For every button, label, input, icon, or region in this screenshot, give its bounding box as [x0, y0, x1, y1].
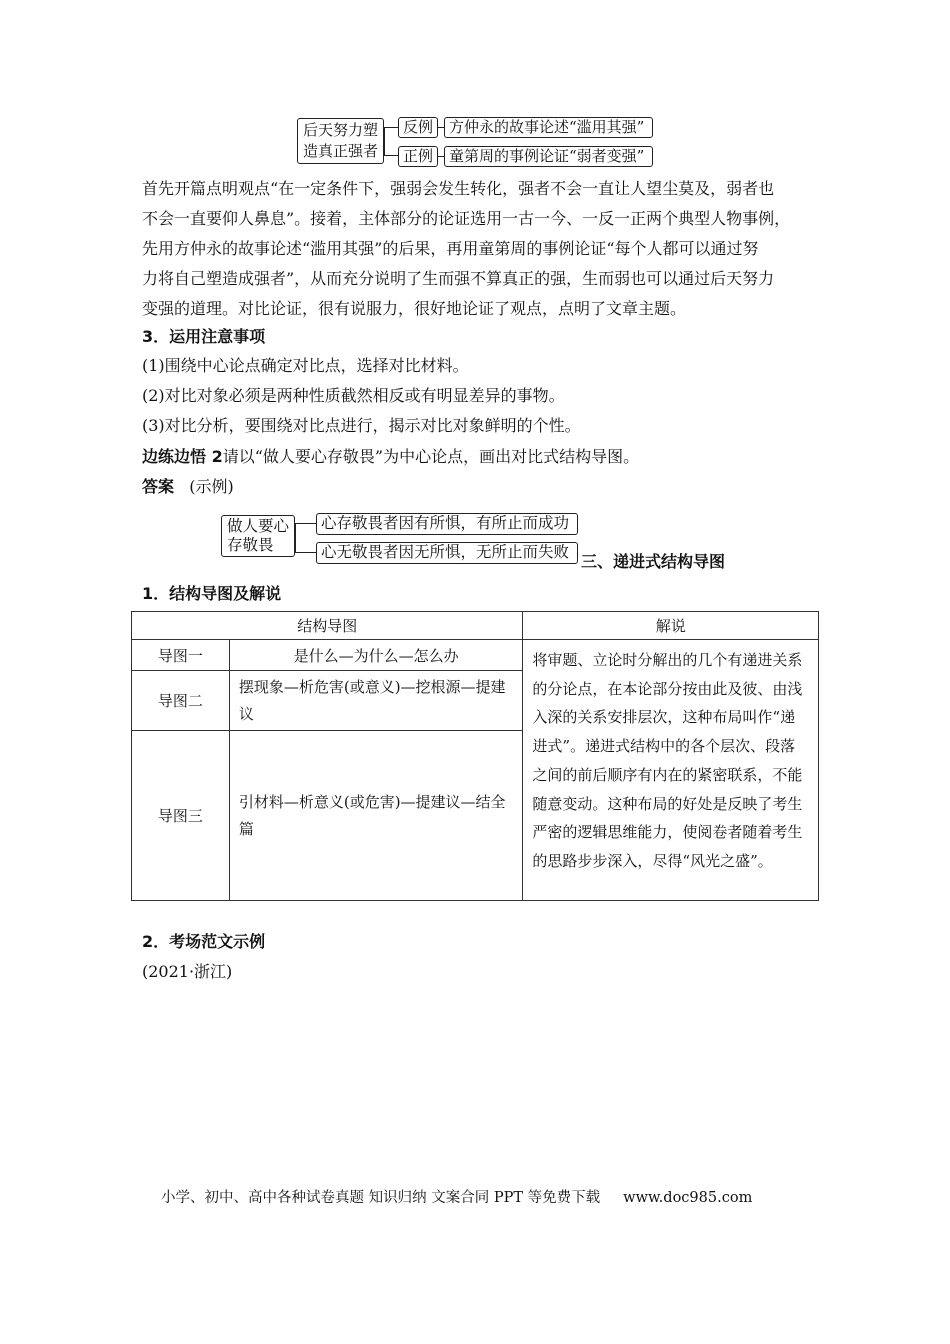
exercise-line [142, 442, 639, 472]
source-label: (2021·浙江) [142, 962, 233, 981]
section-title: 三、递进式结构导图 [581, 552, 726, 571]
analysis-line: 力将自己塑造成强者”，从而充分说明了生而强不算真正的强，生而弱也可以通过后天努力 [142, 269, 775, 288]
diagram1-root-text: 后天努力塑造真正强者 [302, 121, 378, 160]
diagram2-branch-2 [316, 542, 578, 564]
footer-text: 小学、初中、高中各种试卷真题 知识归纳 文案合同 PPT 等免费下载 [161, 1190, 601, 1206]
analysis-line: 首先开篇点明观点“在一定条件下，强弱会发生转化，强者不会一直让人望尘莫及，弱者也 [142, 179, 775, 198]
analysis-line: 变强的道理。对比论证，很有说服力，很好地论证了观点，点明了文章主题。 [142, 299, 687, 318]
diagram1-root [297, 118, 384, 164]
table-header-explanation: 解说 [523, 612, 819, 640]
row-content: 引材料—析意义(或危害)—提建议—结全篇 [229, 731, 523, 901]
section3-heading: 3．运用注意事项 [142, 327, 266, 346]
analysis-line: 先用方仲永的故事论述“滥用其强”的后果，再用童第周的事例论证“每个人都可以通过努 [142, 239, 759, 258]
table-header-row [132, 612, 819, 640]
diagram1-branch-2 [444, 146, 653, 167]
table-header-structure: 结构导图 [132, 612, 523, 640]
subheading-2: 2．考场范文示例 [142, 932, 266, 951]
footer-url[interactable]: www.doc985.com [623, 1190, 753, 1206]
subheading-1: 1．结构导图及解说 [142, 584, 282, 603]
footer [161, 1186, 752, 1207]
row-content: 是什么—为什么—怎么办 [229, 640, 523, 671]
diagram2-root [221, 515, 295, 557]
table-row [132, 640, 819, 671]
diagram2-connector [295, 523, 316, 553]
analysis-paragraph [142, 174, 822, 324]
answer-note: (示例) [189, 477, 234, 496]
diagram1-tag-1-text: 反例 [402, 118, 433, 136]
diagram2-branch-1 [316, 513, 578, 535]
diagram2-branch-2-text: 心无敬畏者因无所惧，无所止而失败 [321, 543, 570, 561]
diagram1-branch-1-text: 方仲永的故事论述“滥用其强” [449, 118, 645, 136]
structure-table [131, 611, 819, 901]
diagram1-branch-1 [444, 117, 653, 138]
exercise-label: 边练边悟 2 [142, 447, 223, 466]
answer-label: 答案 [142, 477, 175, 496]
row-label: 导图一 [132, 640, 230, 671]
section3-item-2: (2)对比对象必须是两种性质截然相反或有明显差异的事物。 [142, 386, 565, 405]
diagram2-root-text: 做人要心存敬畏 [227, 517, 290, 554]
section3-item-1: (1)围绕中心论点确定对比点，选择对比材料。 [142, 356, 469, 375]
section3-item-3: (3)对比分析，要围绕对比点进行，揭示对比对象鲜明的个性。 [142, 416, 581, 435]
row-label: 导图二 [132, 671, 230, 731]
diagram1-tag-2-text: 正例 [402, 147, 433, 165]
table-explanation: 将审题、立论时分解出的几个有递进关系的分论点，在本论部分按由此及彼、由浅入深的关系安排层次，这种布局叫作“递进式”。递进式结构中的各个层次、段落之间的前后顺序有内在的紧密联系，不能随意变动。这种布局的好处是反映了考生严密的逻辑思维能力，使阅卷者随着考生的思路步步深入，尽得“风光之盛”。 [523, 640, 819, 901]
diagram1-connector [384, 127, 398, 156]
analysis-line: 不会一直要仰人鼻息”。接着，主体部分的论证选用一古一今、一反一正两个典型人物事例， [142, 209, 791, 228]
row-content: 摆现象—析危害(或意义)—挖根源—提建议 [229, 671, 523, 731]
row-label: 导图三 [132, 731, 230, 901]
diagram1-branch-2-text: 童第周的事例论证“弱者变强” [449, 147, 645, 165]
exercise-text: 请以“做人要心存敬畏”为中心论点，画出对比式结构导图。 [222, 447, 640, 466]
diagram1-tag-2 [398, 146, 438, 167]
diagram1-tag-1 [398, 117, 438, 138]
answer-line [142, 472, 234, 502]
diagram2-branch-1-text: 心存敬畏者因有所惧，有所止而成功 [321, 514, 570, 532]
